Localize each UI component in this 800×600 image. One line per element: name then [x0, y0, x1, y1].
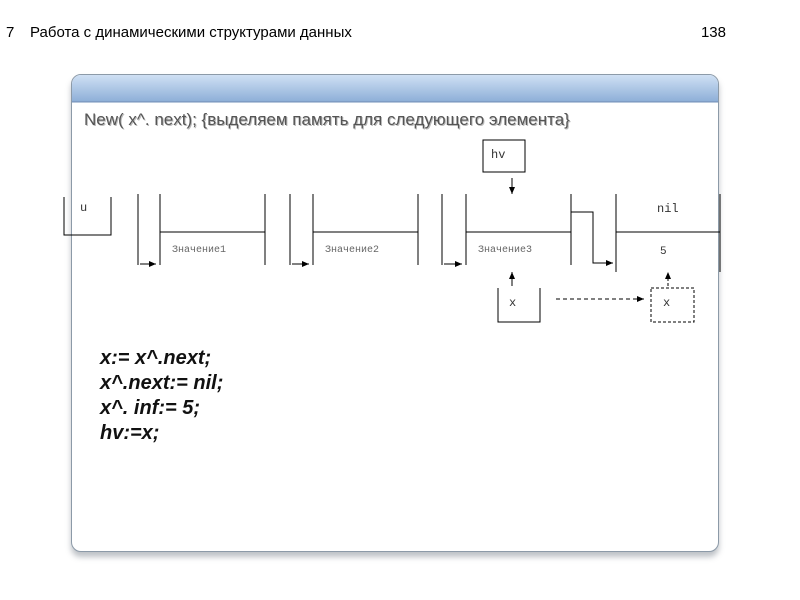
chapter-title: Работа с динамическими структурами данных	[30, 24, 352, 41]
code-block	[100, 346, 223, 446]
x-new-pointer-box	[651, 272, 694, 322]
page-number: 138	[700, 24, 726, 41]
code-line: x^.next:= nil;	[100, 372, 224, 394]
code-line: x^. inf:= 5;	[100, 397, 201, 419]
new-node-next: nil	[657, 202, 679, 216]
code-line: hv:=x;	[100, 422, 160, 444]
list-node-3	[442, 194, 613, 265]
node-2-value: Значение2	[325, 245, 380, 256]
head-pointer-label: u	[80, 201, 88, 215]
head-pointer-box	[64, 197, 111, 235]
x-new-pointer-label: x	[663, 296, 671, 310]
list-node-new	[616, 194, 720, 272]
x-pointer-box	[498, 272, 540, 322]
slide-statement: New( x^. next); {выделяем память для следующего элемента}	[84, 110, 570, 129]
chapter-number: 7	[6, 24, 15, 41]
hv-pointer-box	[483, 140, 525, 194]
node-3-value: Значение3	[478, 245, 533, 256]
hv-pointer-label: hv	[491, 148, 506, 162]
list-node-1	[138, 194, 265, 265]
list-node-2	[290, 194, 418, 265]
code-line: x:= x^.next;	[100, 347, 212, 369]
x-pointer-label: x	[509, 296, 517, 310]
node-1-value: Значение1	[172, 245, 227, 256]
new-node-inf: 5	[660, 246, 667, 258]
